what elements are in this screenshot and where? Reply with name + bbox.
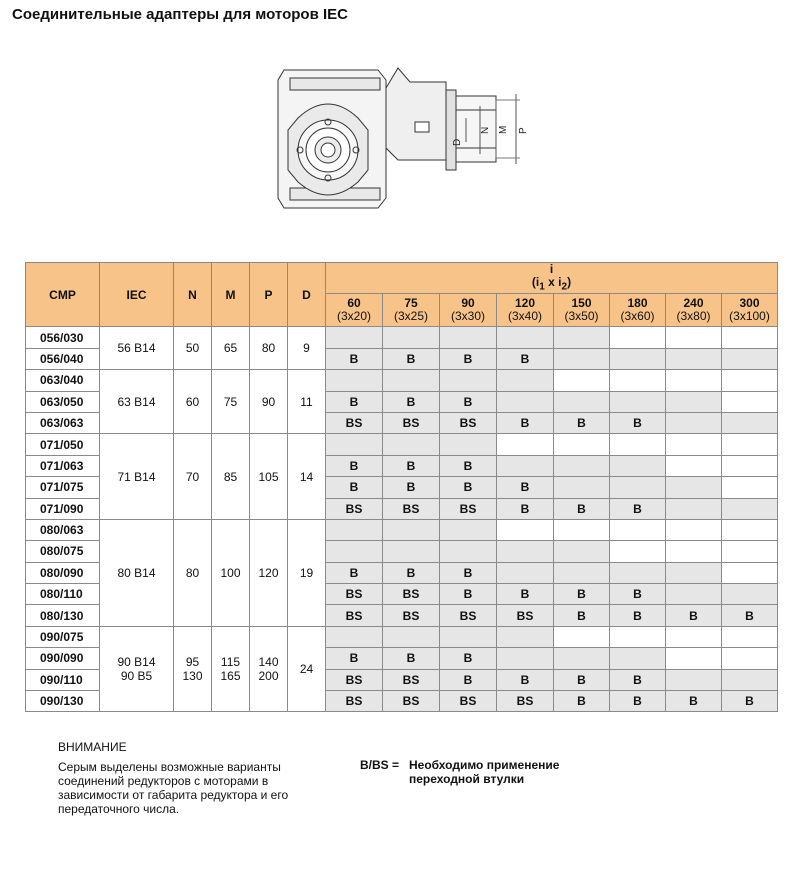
dim-label-m: M	[498, 125, 509, 134]
ratio-cell	[554, 391, 610, 412]
table-row	[26, 370, 778, 391]
ratio-cell	[326, 519, 383, 540]
ratio-cell: B	[383, 648, 440, 669]
ratio-cell	[666, 541, 722, 562]
m-value: 165	[220, 669, 241, 684]
ratio-cell	[554, 370, 610, 391]
ratio-cell: B	[610, 669, 666, 690]
m-cell	[212, 370, 250, 434]
ratio-cell: B	[326, 562, 383, 583]
ratio-cell	[383, 327, 440, 348]
ratio-cell	[326, 626, 383, 647]
ratio-cell	[440, 370, 497, 391]
ratio-cell	[440, 541, 497, 562]
n-cell	[174, 434, 212, 520]
cmp-cell: 056/030	[26, 327, 100, 348]
ratio-value: 60	[347, 296, 361, 311]
adapter-table	[25, 262, 778, 712]
header-ratio-300	[722, 294, 778, 327]
header-ratio-120	[497, 294, 554, 327]
ratio-combination: (3x60)	[620, 309, 655, 324]
ratio-cell: B	[440, 477, 497, 498]
table-row	[26, 434, 778, 455]
ratio-cell	[610, 391, 666, 412]
ratio-cell	[666, 370, 722, 391]
ratio-cell: B	[383, 477, 440, 498]
ratio-cell: B	[554, 691, 610, 712]
ratio-combination: (3x25)	[393, 309, 428, 324]
ratio-cell: BS	[326, 498, 383, 519]
ratio-value: 300	[739, 296, 760, 311]
n-value: 95	[185, 655, 200, 670]
ratio-cell	[666, 498, 722, 519]
ratio-cell	[497, 370, 554, 391]
iec-cell	[100, 370, 174, 434]
p-value: 140	[258, 655, 279, 670]
ratio-cell	[666, 477, 722, 498]
ratio-cell	[610, 455, 666, 476]
header-ratio-180	[610, 294, 666, 327]
ratio-cell	[440, 434, 497, 455]
ratio-cell: B	[610, 691, 666, 712]
ratio-cell: B	[383, 455, 440, 476]
ratio-cell	[554, 327, 610, 348]
cmp-cell: 090/110	[26, 669, 100, 690]
cmp-cell: 071/090	[26, 498, 100, 519]
cmp-cell: 090/130	[26, 691, 100, 712]
ratio-cell: B	[383, 391, 440, 412]
ratio-cell: B	[554, 498, 610, 519]
iec-value: 80 B14	[117, 565, 156, 580]
cmp-cell: 063/063	[26, 412, 100, 433]
ratio-cell: B	[497, 477, 554, 498]
header-cmp: CMP	[26, 263, 100, 327]
header-ratio-150	[554, 294, 610, 327]
ratio-cell	[554, 519, 610, 540]
m-value: 115	[220, 655, 241, 670]
p-value: 80	[261, 341, 276, 356]
ratio-cell: B	[722, 691, 778, 712]
ratio-cell: B	[497, 412, 554, 433]
ratio-cell	[722, 348, 778, 369]
ratio-cell	[383, 519, 440, 540]
dim-label-d: D	[452, 138, 463, 146]
ratio-value: 75	[404, 296, 418, 311]
ratio-cell: B	[722, 605, 778, 626]
ratio-cell: B	[440, 391, 497, 412]
ratio-cell: B	[383, 562, 440, 583]
ratio-cell	[440, 327, 497, 348]
header-ratio-90	[440, 294, 497, 327]
ratio-cell: B	[554, 669, 610, 690]
table-row	[26, 327, 778, 348]
ratio-cell: BS	[383, 691, 440, 712]
ratio-cell: B	[497, 348, 554, 369]
ratio-cell: B	[326, 391, 383, 412]
p-value: 120	[258, 565, 279, 580]
iec-value: 90 B14	[117, 655, 156, 670]
ratio-cell: B	[554, 605, 610, 626]
ratio-cell: B	[666, 605, 722, 626]
p-cell	[250, 626, 288, 712]
cmp-cell: 063/050	[26, 391, 100, 412]
ratio-cell: B	[440, 348, 497, 369]
page-title: Соединительные адаптеры для моторов IEC	[12, 6, 348, 23]
iec-cell	[100, 626, 174, 712]
ratio-cell: B	[326, 348, 383, 369]
ratio-cell	[497, 541, 554, 562]
ratio-cell	[666, 327, 722, 348]
header-d: D	[288, 263, 326, 327]
ratio-cell	[554, 455, 610, 476]
d-cell: 9	[288, 327, 326, 370]
ratio-cell	[722, 434, 778, 455]
iec-cell	[100, 327, 174, 370]
header-ratio-label: i	[549, 262, 554, 276]
legend-text: Необходимо применение переходной втулки	[409, 758, 560, 786]
ratio-cell	[610, 519, 666, 540]
cmp-cell: 090/090	[26, 648, 100, 669]
ratio-cell	[497, 455, 554, 476]
cmp-cell: 071/050	[26, 434, 100, 455]
ratio-cell: BS	[326, 691, 383, 712]
header-ratio-formula: ($i_1$ x $i_2$)	[531, 275, 572, 293]
ratio-cell: BS	[326, 412, 383, 433]
ratio-cell	[610, 562, 666, 583]
ratio-cell: BS	[440, 498, 497, 519]
ratio-cell: B	[554, 412, 610, 433]
ratio-cell	[722, 412, 778, 433]
ratio-value: 180	[627, 296, 648, 311]
ratio-cell	[554, 626, 610, 647]
ratio-cell	[666, 519, 722, 540]
iec-cell	[100, 519, 174, 626]
ratio-cell	[497, 648, 554, 669]
ratio-cell	[722, 391, 778, 412]
ratio-cell: B	[610, 605, 666, 626]
header-m: M	[212, 263, 250, 327]
header-ratio-75	[383, 294, 440, 327]
ratio-cell	[722, 477, 778, 498]
ratio-cell	[722, 519, 778, 540]
ratio-cell: B	[497, 584, 554, 605]
ratio-value: 120	[514, 296, 536, 311]
ratio-cell	[666, 412, 722, 433]
ratio-cell	[610, 626, 666, 647]
m-cell	[212, 434, 250, 520]
ratio-combination: (3x100)	[729, 309, 770, 324]
ratio-cell: BS	[383, 669, 440, 690]
ratio-cell: BS	[383, 584, 440, 605]
ratio-cell	[722, 648, 778, 669]
ratio-value: 90	[461, 296, 475, 311]
d-cell: 14	[288, 434, 326, 520]
ratio-cell	[610, 541, 666, 562]
ratio-cell	[326, 327, 383, 348]
ratio-combination: (3x20)	[336, 309, 371, 324]
ratio-cell: BS	[326, 605, 383, 626]
iec-value: 90 B5	[120, 669, 153, 684]
ratio-cell	[722, 455, 778, 476]
ratio-cell	[722, 498, 778, 519]
ratio-cell	[722, 541, 778, 562]
ratio-cell: B	[497, 498, 554, 519]
ratio-cell: B	[326, 477, 383, 498]
ratio-cell: BS	[326, 669, 383, 690]
ratio-cell	[326, 370, 383, 391]
m-cell	[212, 626, 250, 712]
n-cell	[174, 626, 212, 712]
ratio-cell: B	[610, 498, 666, 519]
ratio-cell: BS	[383, 605, 440, 626]
ratio-cell	[666, 626, 722, 647]
m-cell	[212, 519, 250, 626]
header-ratio-240	[666, 294, 722, 327]
cmp-cell: 056/040	[26, 348, 100, 369]
gearbox-drawing	[270, 60, 540, 220]
ratio-cell	[440, 519, 497, 540]
ratio-cell	[554, 562, 610, 583]
p-value: 90	[261, 394, 276, 409]
iec-value: 63 B14	[117, 394, 156, 409]
ratio-cell	[497, 519, 554, 540]
ratio-cell	[610, 477, 666, 498]
table-row	[26, 519, 778, 540]
cmp-cell: 063/040	[26, 370, 100, 391]
m-value: 65	[223, 341, 238, 356]
ratio-cell: B	[326, 455, 383, 476]
p-cell	[250, 327, 288, 370]
ratio-cell	[722, 562, 778, 583]
ratio-cell: BS	[326, 584, 383, 605]
ratio-cell	[554, 541, 610, 562]
n-value: 50	[185, 341, 200, 356]
ratio-cell: B	[610, 412, 666, 433]
ratio-cell	[722, 584, 778, 605]
ratio-cell: B	[610, 584, 666, 605]
n-value: 60	[185, 394, 200, 409]
ratio-cell: BS	[497, 691, 554, 712]
m-value: 100	[220, 565, 241, 580]
ratio-combination: (3x30)	[450, 309, 485, 324]
ratio-value: 150	[571, 296, 592, 311]
ratio-cell: B	[554, 584, 610, 605]
ratio-cell	[497, 626, 554, 647]
p-cell	[250, 519, 288, 626]
n-value: 80	[185, 565, 200, 580]
ratio-cell: B	[440, 455, 497, 476]
ratio-cell	[554, 348, 610, 369]
cmp-cell: 080/090	[26, 562, 100, 583]
ratio-combination: (3x50)	[564, 309, 599, 324]
ratio-cell	[383, 626, 440, 647]
ratio-cell	[722, 669, 778, 690]
m-value: 85	[223, 469, 238, 484]
cmp-cell: 071/063	[26, 455, 100, 476]
ratio-cell	[497, 391, 554, 412]
ratio-cell	[610, 434, 666, 455]
n-cell	[174, 519, 212, 626]
ratio-cell	[610, 648, 666, 669]
ratio-cell	[666, 455, 722, 476]
ratio-cell: B	[440, 669, 497, 690]
cmp-cell: 080/063	[26, 519, 100, 540]
dim-label-n: N	[480, 126, 491, 134]
ratio-cell	[610, 327, 666, 348]
d-cell: 24	[288, 626, 326, 712]
header-p: P	[250, 263, 288, 327]
ratio-cell: B	[440, 648, 497, 669]
ratio-cell	[722, 370, 778, 391]
ratio-cell	[554, 648, 610, 669]
n-value: 130	[182, 669, 203, 684]
ratio-cell	[326, 434, 383, 455]
legend-key: B/BS =	[360, 758, 400, 772]
ratio-cell: B	[440, 562, 497, 583]
ratio-cell	[497, 434, 554, 455]
dim-label-p: P	[518, 127, 529, 134]
iec-cell	[100, 434, 174, 520]
table-row	[26, 626, 778, 647]
ratio-cell	[554, 477, 610, 498]
header-ratio	[326, 263, 778, 294]
ratio-cell	[666, 648, 722, 669]
ratio-cell	[666, 562, 722, 583]
iec-value: 56 B14	[117, 341, 156, 356]
ratio-cell	[666, 584, 722, 605]
ratio-cell	[497, 327, 554, 348]
ratio-cell: BS	[440, 605, 497, 626]
ratio-cell	[383, 434, 440, 455]
ratio-cell	[383, 541, 440, 562]
n-cell	[174, 370, 212, 434]
ratio-combination: (3x80)	[676, 309, 711, 324]
ratio-cell	[554, 434, 610, 455]
ratio-cell	[610, 370, 666, 391]
ratio-cell	[383, 370, 440, 391]
p-value: 200	[258, 669, 279, 684]
ratio-cell: BS	[440, 691, 497, 712]
ratio-cell	[666, 669, 722, 690]
d-cell: 11	[288, 370, 326, 434]
cmp-cell: 090/075	[26, 626, 100, 647]
p-cell	[250, 370, 288, 434]
ratio-cell	[610, 348, 666, 369]
ratio-cell	[497, 562, 554, 583]
d-cell: 19	[288, 519, 326, 626]
n-value: 70	[185, 469, 200, 484]
ratio-cell	[440, 626, 497, 647]
ratio-cell	[326, 541, 383, 562]
ratio-cell: B	[326, 648, 383, 669]
p-cell	[250, 434, 288, 520]
ratio-cell: BS	[383, 498, 440, 519]
iec-value: 71 B14	[117, 469, 156, 484]
n-cell	[174, 327, 212, 370]
m-cell	[212, 327, 250, 370]
ratio-cell	[666, 348, 722, 369]
ratio-value: 240	[683, 296, 704, 311]
attention-text: Серым выделены возможные варианты соединений редукторов с моторами в зависимости от габарита редуктора и его передаточного числа.	[58, 760, 289, 816]
cmp-cell: 080/075	[26, 541, 100, 562]
attention-heading: ВНИМАНИЕ	[58, 740, 127, 754]
ratio-cell	[666, 391, 722, 412]
ratio-cell: B	[666, 691, 722, 712]
ratio-cell: BS	[383, 412, 440, 433]
ratio-cell	[666, 434, 722, 455]
ratio-combination: (3x40)	[507, 309, 542, 324]
ratio-cell: B	[497, 669, 554, 690]
attention-note	[58, 740, 298, 816]
ratio-cell	[722, 327, 778, 348]
ratio-cell	[722, 626, 778, 647]
header-n: N	[174, 263, 212, 327]
cmp-cell: 080/130	[26, 605, 100, 626]
m-value: 75	[223, 394, 238, 409]
ratio-cell: B	[440, 584, 497, 605]
ratio-cell: BS	[440, 412, 497, 433]
ratio-cell: BS	[497, 605, 554, 626]
cmp-cell: 080/110	[26, 584, 100, 605]
ratio-cell: B	[383, 348, 440, 369]
header-iec: IEC	[100, 263, 174, 327]
p-value: 105	[258, 469, 279, 484]
header-ratio-60	[326, 294, 383, 327]
cmp-cell: 071/075	[26, 477, 100, 498]
